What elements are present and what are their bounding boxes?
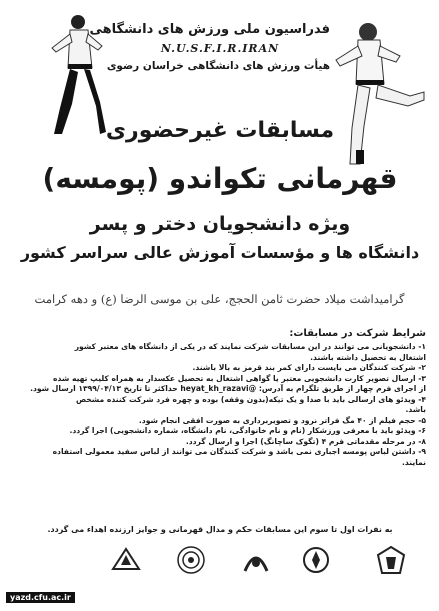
sponsor-logo [360, 545, 422, 575]
sponsor-logo [285, 545, 347, 575]
occasion-line: گرامیداشت میلاد حضرت ثامن الحجج، علی بن موسی الرضا (ع) و دهه کرامت [34, 292, 405, 306]
rule-line: ۶- ویدئو باید با معرفی ورزشکار (نام و نام خانوادگی، نام دانشگاه، شماره دانشجویی) اجرا گردد. [69, 426, 426, 435]
emblem-icon [239, 545, 273, 575]
federation-latin-name: N.U.S.F.I.R.IRAN [160, 42, 280, 55]
emblem-icon [174, 545, 208, 575]
emblem-icon [374, 545, 408, 575]
sponsor-logo [95, 545, 157, 575]
rule-line: ۳- ارسال تصویر کارت دانشجویی معتبر یا گواهی اشتغال به تحصیل عکسدار به همراه کلیپ تهیه شده [52, 373, 426, 383]
source-watermark[interactable]: yazd.cfu.ac.ir [6, 592, 75, 603]
rule-line: ۱- دانشجویانی می توانند در این مسابقات شرکت نمایند که در یکی از دانشگاه های معتبر کشور [74, 342, 426, 351]
provincial-board-name: هیأت ورزش های دانشگاهی خراسان رضوی [106, 60, 330, 72]
emblem-icon [299, 545, 333, 575]
rule-line: ۵- حجم فیلم از ۴۰ مگ فراتر نرود و تصویربرداری به صورت افقی انجام شود. [138, 415, 426, 425]
participation-rules [14, 328, 426, 468]
rule-line: ۴- ویدئو های ارسالی باید با صدا و یک تیکه(بدون وقفه) بوده و چهره فرد شرکت کننده مشخص [75, 394, 426, 404]
universities-subtitle: دانشگاه ها و مؤسسات آموزش عالی سراسر کشور [20, 243, 420, 262]
students-subtitle: ویژه دانشجویان دختر و پسر [89, 213, 351, 235]
rule-line: نمایند. [401, 457, 426, 467]
rule-line: ۸- در مرحله مقدماتی فرم ۴ (تگوک ساچانگ) اجرا و ارسال گردد. [185, 436, 426, 446]
rule-line: ۲- شرکت کنندگان می بایست دارای کمر بند قرمز به بالا باشند. [192, 363, 426, 372]
emblem-icon [109, 545, 143, 575]
prize-note: به نفرات اول تا سوم این مسابقات حکم و مدال قهرمانی و جوایز ارزنده اهداء می گردد. [47, 525, 393, 534]
rule-line: اشتغال به تحصیل داشته باشند. [310, 352, 426, 362]
federation-name: فدراسیون ملی ورزش های دانشگاهی [89, 22, 330, 37]
rule-line: از اجرای فرم چهار از طریق تلگرام به آدرس: @heyat_kh_razavi حداکثر تا تاریخ ۱۳۹۹/۰۴/۱۳ ارسال شود. [30, 384, 426, 393]
sponsor-logo [225, 545, 287, 575]
championship-title: قهرمانی تکواندو (پومسه) [42, 162, 398, 195]
rules-heading: شرایط شرکت در مسابقات: [289, 328, 426, 339]
rule-line: ۹- داشتن لباس پومسه اجباری نمی باشد و شرکت کنندگان می توانند از لباس سفید معمولی استفاده [52, 447, 426, 456]
rule-line: باشد. [405, 405, 426, 414]
remote-competition-title: مسابقات غیرحضوری [105, 118, 335, 143]
sponsor-logo [160, 545, 222, 575]
athlete-kick-figure-right [328, 18, 426, 168]
